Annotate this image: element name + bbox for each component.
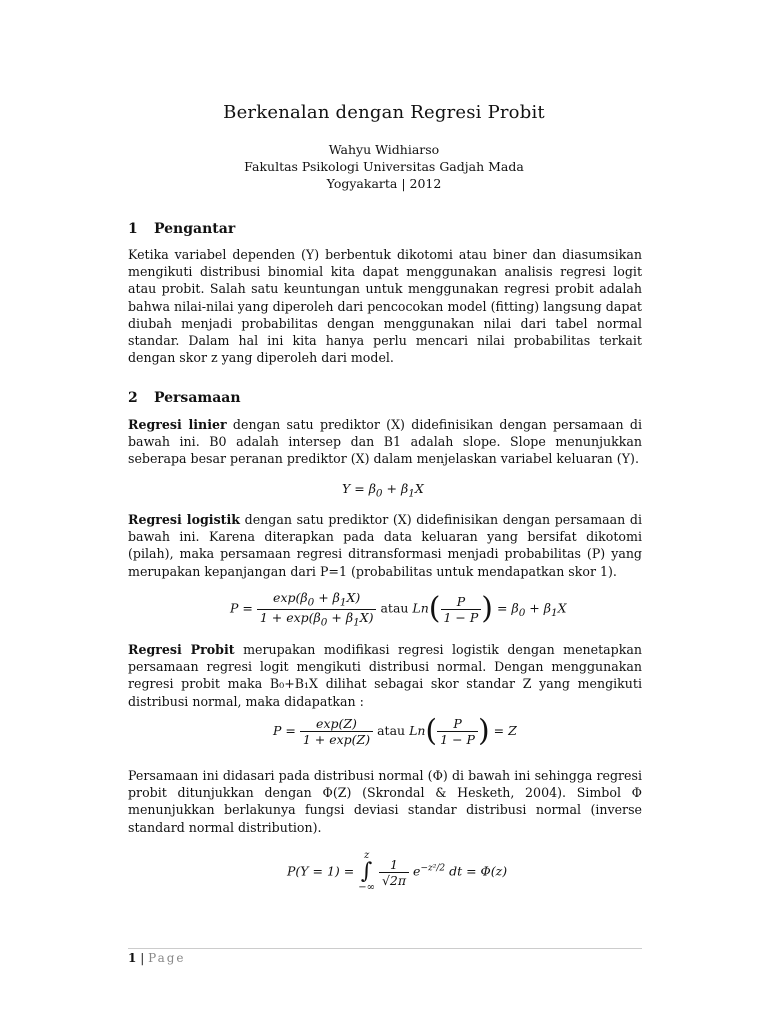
equation-normal-cdf: P(Y = 1) = z ∫ −∞ $\frac{1}{√2\pi}$ $e^{-z^2/2}$ dt = Φ(z) bbox=[287, 850, 508, 893]
paragraph-normal-distribution: Persamaan ini didasari pada distribusi normal (Φ) di bawah ini sehingga regresi probit ditunjukkan dengan Φ(Z) (Skrondal & Hesketh, 2004). Simbol Φ menunjukkan berlakunya fungsi deviasi standar distribusi normal (inverse standard normal distribution). bbox=[128, 768, 642, 835]
place-year: Yogyakarta | 2012 bbox=[326, 176, 442, 191]
paragraph-text: merupakan modifikasi regresi logistik dengan menetapkan persamaan regresi logit mengikuti distribusi normal. Dengan menggunakan regresi probit maka B₀+B₁X dilihat sebagai skor standar Z yang mengikuti distribusi normal, maka didapatkan : bbox=[128, 642, 642, 709]
bold-term: Regresi Probit bbox=[128, 642, 235, 657]
atau-text: atau bbox=[377, 723, 406, 738]
footer-separator: | bbox=[140, 951, 145, 965]
paragraph-logistic-regression bbox=[128, 511, 642, 580]
atau-text: atau bbox=[380, 600, 409, 616]
section-number: 2 bbox=[128, 390, 138, 406]
equation-logistic: P = $\frac{\exp(\beta_0 + \beta_1X)}{1 + \exp(\beta_0 + \beta_1X)}$ atau Ln( $\frac{P}{1 - P}$ ) = $\beta_0 + \beta_1X$ bbox=[230, 590, 567, 628]
paragraph-linear-regression bbox=[128, 416, 642, 468]
page-number: 1 bbox=[128, 951, 137, 965]
paper-title: Berkenalan dengan Regresi Probit bbox=[223, 102, 545, 123]
section1-paragraph: Ketika variabel dependen (Y) berbentuk dikotomi atau biner dan diasumsikan mengikuti distribusi binomial kita dapat menggunakan analisis regresi logit atau probit. Salah satu keuntungan untuk menggunakan regresi probit adalah bahwa nilai-nilai yang diperoleh dari pencocokan model (fitting) langsung dapat diubah menjadi probabilitas dengan menggunakan nilai dari tabel normal standar. Dalam hal ini kita hanya perlu mencari nilai probabilitas terkait dengan skor z yang diperoleh dari model. bbox=[128, 247, 642, 366]
footer-page-label: Page bbox=[148, 951, 186, 965]
bold-term: Regresi logistik bbox=[128, 512, 241, 527]
footer-divider bbox=[128, 948, 642, 949]
affiliation: Fakultas Psikologi Universitas Gadjah Mada bbox=[244, 159, 524, 174]
equation-probit: P = $\frac{\exp(Z)}{1 + \exp(Z)}$ atau Ln( $\frac{P}{1 - P}$ ) = Z bbox=[273, 713, 517, 749]
author-name: Wahyu Widhiarso bbox=[328, 142, 440, 157]
section-heading-2 bbox=[128, 390, 241, 406]
paragraph-text: dengan satu prediktor (X) didefinisikan dengan persamaan di bawah ini. B0 adalah intersep dan B1 adalah slope. Slope menunjukkan seberapa besar peranan prediktor (X) dalam menjelaskan variabel keluaran (Y). bbox=[128, 417, 642, 467]
bold-term: Regresi linier bbox=[128, 417, 227, 432]
section-title: Persamaan bbox=[154, 390, 241, 406]
section-heading-1 bbox=[128, 221, 235, 237]
equation-linear: $Y = \beta_0 + \beta_1X$ bbox=[342, 481, 424, 500]
section-title: Pengantar bbox=[154, 221, 236, 237]
paragraph-text: dengan satu prediktor (X) didefinisikan dengan persamaan di bawah ini. Karena diterapkan pada data keluaran yang bersifat dikotomi (pilah), maka persamaan regresi ditransformasi menjadi probabilitas (P) yang merupakan kepanjangan dari P=1 (probabilitas untuk mendapatkan skor 1). bbox=[128, 512, 643, 579]
paragraph-probit-regression bbox=[128, 641, 642, 710]
page-footer bbox=[128, 951, 186, 965]
section-number: 1 bbox=[128, 221, 138, 237]
